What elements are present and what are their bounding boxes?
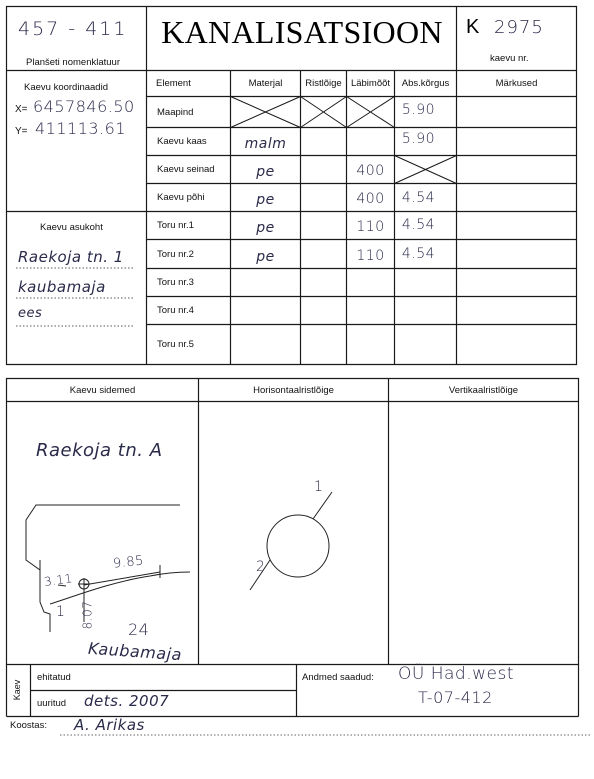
- section-horizontal-label: Horisontaalristlõige: [253, 384, 334, 396]
- row-element: Kaevu kaas: [157, 136, 207, 147]
- sketch-dimension-2: 3.11: [43, 571, 74, 589]
- pipe-2-label: 2: [256, 559, 266, 575]
- well-prefix: K: [466, 16, 480, 38]
- sketch-dimension-3: 8.07: [80, 600, 95, 630]
- row-material: pe: [256, 163, 275, 180]
- y-prefix: Y=: [15, 126, 28, 137]
- row-height: 4.54: [401, 189, 436, 206]
- row-material: pe: [256, 248, 275, 265]
- row-height: 5.90: [401, 131, 436, 147]
- row-element: Toru nr.1: [157, 220, 194, 231]
- row-diameter: 110: [356, 218, 385, 235]
- data-source-reference: T-07-412: [418, 688, 493, 707]
- measured-label: uuritud: [37, 698, 67, 709]
- row-material: malm: [244, 135, 287, 152]
- col-header-abs-height: Abs.kõrgus: [401, 78, 450, 89]
- row-height: 4.54: [401, 216, 436, 233]
- col-header-notes: Märkused: [495, 78, 538, 89]
- x-prefix: X=: [15, 104, 28, 115]
- sketch-building-label: Kaubamaja: [87, 638, 183, 665]
- section-ties-label: Kaevu sidemed: [69, 384, 136, 396]
- nomenclature-label: Planšeti nomenklatuur: [26, 57, 120, 68]
- col-header-diameter: Läbimõõt: [350, 78, 391, 89]
- location-line-3: ees: [18, 306, 43, 321]
- col-header-material: Materjal: [248, 78, 283, 89]
- data-source-value: OÜ Had.west: [398, 664, 515, 684]
- built-label: ehitatud: [37, 672, 71, 683]
- location-label: Kaevu asukoht: [40, 222, 103, 233]
- sketch-number-1: 1: [56, 604, 66, 620]
- row-diameter: 400: [356, 162, 385, 179]
- row-height: 4.54: [401, 245, 436, 262]
- row-element: Toru nr.2: [157, 248, 194, 260]
- row-element: Kaevu seinad: [157, 164, 215, 175]
- row-element: Toru nr.4: [157, 305, 194, 316]
- well-number: 2975: [494, 17, 544, 38]
- col-header-element: Element: [156, 78, 191, 89]
- data-source-label: Andmed saadud:: [302, 672, 374, 683]
- row-element: Kaevu põhi: [157, 192, 205, 203]
- row-diameter: 400: [356, 190, 385, 207]
- sketch-street-label: Raekoja tn. A: [36, 440, 163, 461]
- sketch-dimension-1: 9.85: [112, 553, 145, 572]
- section-vertical-label: Vertikaalristlõige: [448, 384, 519, 396]
- row-diameter: 110: [356, 247, 385, 264]
- author-value: A. Arikas: [74, 716, 145, 734]
- location-line-1: Raekoja tn. 1: [18, 248, 124, 266]
- y-coordinate-value: 411113.61: [35, 119, 127, 138]
- nomenclature-value: 457 - 411: [18, 18, 128, 40]
- col-header-cross-section: Ristlõige: [305, 78, 342, 89]
- coordinates-label: Kaevu koordinaadid: [24, 82, 108, 93]
- row-element: Toru nr.3: [157, 277, 194, 288]
- well-label: kaevu nr.: [490, 53, 529, 64]
- row-height: 5.90: [401, 102, 436, 118]
- x-coordinate-value: 6457846.50: [33, 97, 135, 116]
- row-element: Maapind: [157, 106, 194, 118]
- measured-value: dets. 2007: [84, 692, 170, 710]
- row-element: Toru nr.5: [157, 339, 194, 350]
- pipe-1-label: 1: [314, 479, 324, 495]
- location-line-2: kaubamaja: [18, 278, 106, 296]
- author-label: Koostas:: [10, 720, 47, 731]
- document-title: KANALISATSIOON: [161, 14, 443, 50]
- well-side-label: Kaev: [12, 679, 22, 701]
- row-material: pe: [256, 191, 275, 208]
- row-material: pe: [256, 219, 275, 236]
- sketch-building-number: 24: [128, 620, 150, 639]
